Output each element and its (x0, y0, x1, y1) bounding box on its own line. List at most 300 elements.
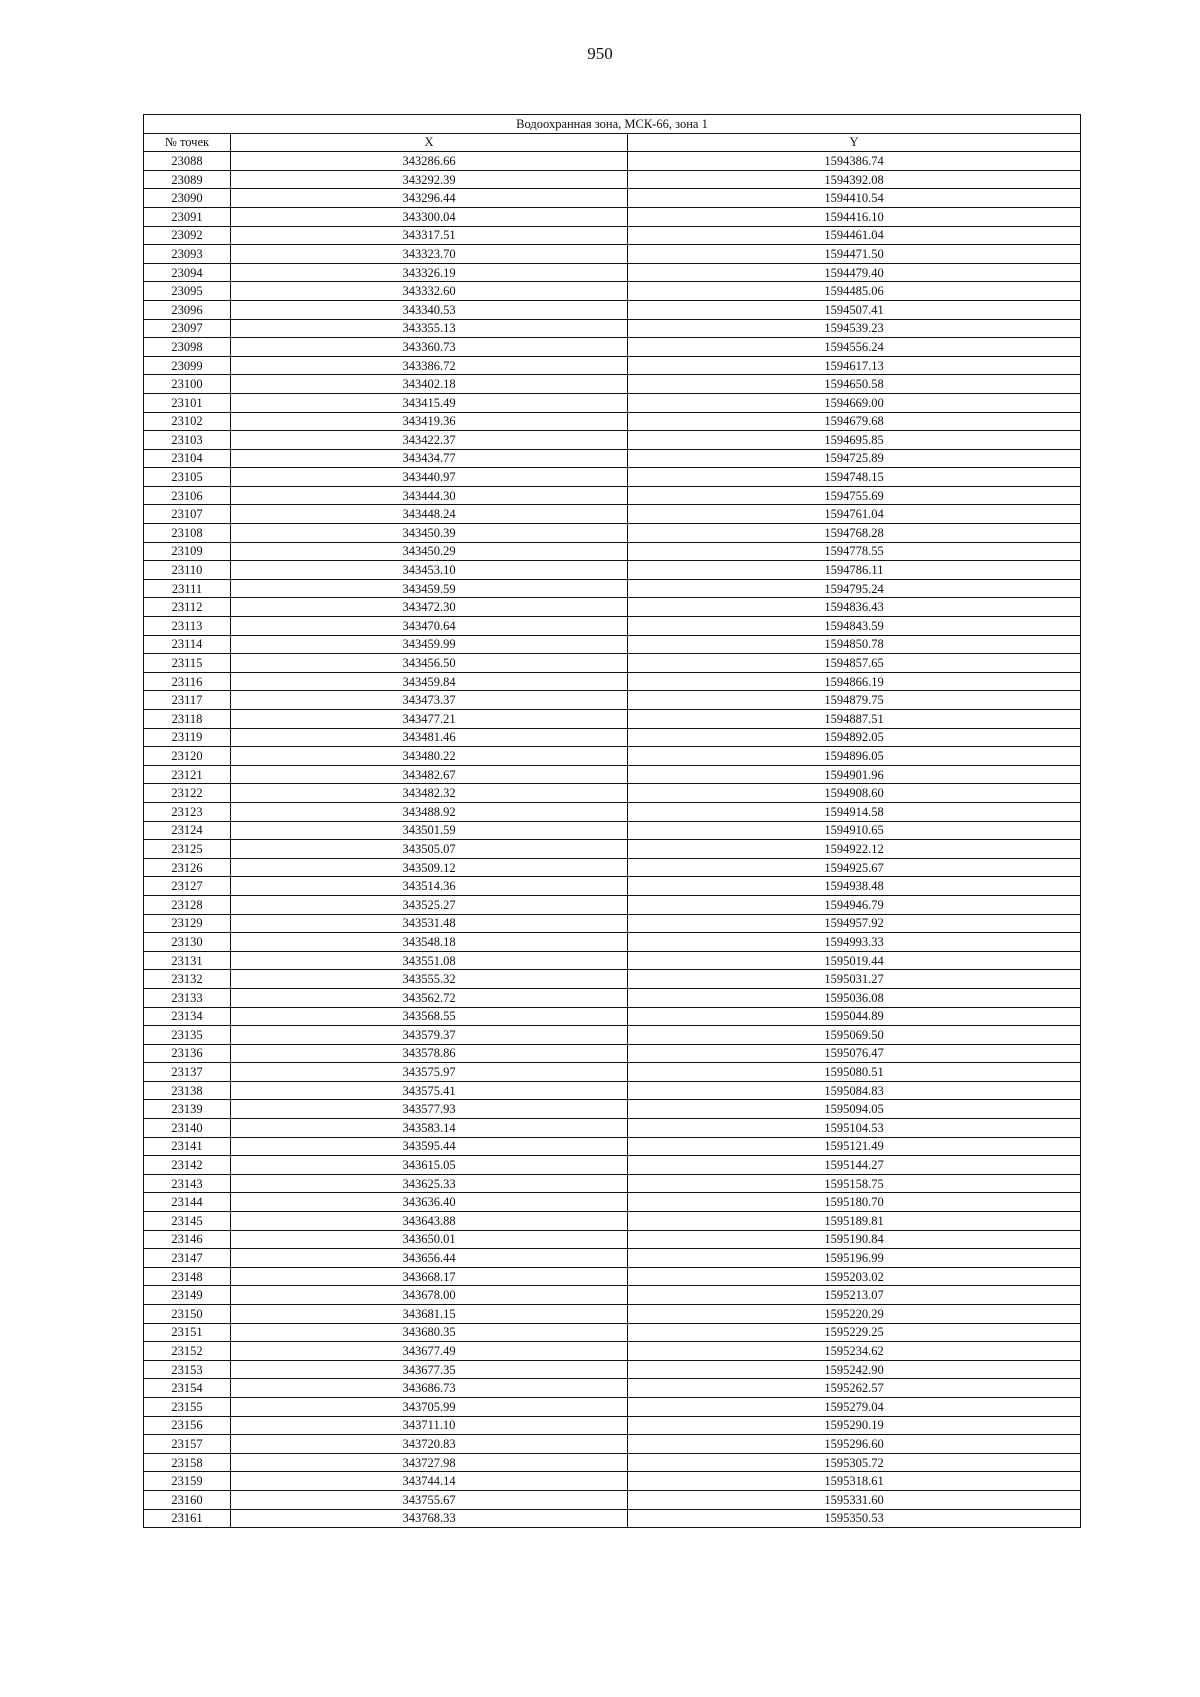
table-row (144, 207, 1081, 226)
x-cell: 343296.44 (231, 189, 628, 208)
x-cell: 343332.60 (231, 282, 628, 301)
x-cell: 343548.18 (231, 933, 628, 952)
y-cell: 1595084.83 (628, 1081, 1081, 1100)
table-row (144, 970, 1081, 989)
x-cell: 343440.97 (231, 468, 628, 487)
point-number-cell: 23152 (144, 1342, 231, 1361)
y-cell: 1594410.54 (628, 189, 1081, 208)
x-cell: 343323.70 (231, 245, 628, 264)
table-row (144, 319, 1081, 338)
point-number-cell: 23108 (144, 524, 231, 543)
y-cell: 1594914.58 (628, 802, 1081, 821)
y-cell: 1595242.90 (628, 1360, 1081, 1379)
y-cell: 1594695.85 (628, 431, 1081, 450)
x-cell: 343453.10 (231, 561, 628, 580)
y-cell: 1594957.92 (628, 914, 1081, 933)
y-cell: 1595121.49 (628, 1137, 1081, 1156)
y-cell: 1594416.10 (628, 207, 1081, 226)
header-point-number: № точек (144, 133, 231, 152)
y-cell: 1595290.19 (628, 1416, 1081, 1435)
x-cell: 343678.00 (231, 1286, 628, 1305)
point-number-cell: 23138 (144, 1081, 231, 1100)
y-cell: 1594850.78 (628, 635, 1081, 654)
y-cell: 1595180.70 (628, 1193, 1081, 1212)
table-row (144, 189, 1081, 208)
point-number-cell: 23099 (144, 356, 231, 375)
table-row (144, 1156, 1081, 1175)
table-row (144, 1100, 1081, 1119)
table-row (144, 1342, 1081, 1361)
table-row (144, 282, 1081, 301)
y-cell: 1594925.67 (628, 858, 1081, 877)
y-cell: 1595158.75 (628, 1174, 1081, 1193)
y-cell: 1594761.04 (628, 505, 1081, 524)
point-number-cell: 23092 (144, 226, 231, 245)
point-number-cell: 23111 (144, 579, 231, 598)
table-row (144, 505, 1081, 524)
x-cell: 343450.29 (231, 542, 628, 561)
table-row (144, 672, 1081, 691)
point-number-cell: 23135 (144, 1026, 231, 1045)
point-number-cell: 23091 (144, 207, 231, 226)
y-cell: 1595044.89 (628, 1007, 1081, 1026)
y-cell: 1595279.04 (628, 1397, 1081, 1416)
x-cell: 343326.19 (231, 263, 628, 282)
point-number-cell: 23148 (144, 1267, 231, 1286)
x-cell: 343583.14 (231, 1119, 628, 1138)
y-cell: 1595104.53 (628, 1119, 1081, 1138)
point-number-cell: 23097 (144, 319, 231, 338)
table-row (144, 1323, 1081, 1342)
y-cell: 1594901.96 (628, 765, 1081, 784)
x-cell: 343482.32 (231, 784, 628, 803)
point-number-cell: 23151 (144, 1323, 231, 1342)
x-cell: 343459.59 (231, 579, 628, 598)
x-cell: 343677.49 (231, 1342, 628, 1361)
table-header-row (144, 133, 1081, 152)
point-number-cell: 23137 (144, 1063, 231, 1082)
table-row (144, 468, 1081, 487)
table-row (144, 821, 1081, 840)
y-cell: 1594843.59 (628, 617, 1081, 636)
x-cell: 343568.55 (231, 1007, 628, 1026)
point-number-cell: 23100 (144, 375, 231, 394)
x-cell: 343317.51 (231, 226, 628, 245)
table-row (144, 449, 1081, 468)
x-cell: 343680.35 (231, 1323, 628, 1342)
x-cell: 343744.14 (231, 1472, 628, 1491)
table-title: Водоохранная зона, МСК-66, зона 1 (144, 115, 1081, 134)
x-cell: 343415.49 (231, 393, 628, 412)
x-cell: 343656.44 (231, 1249, 628, 1268)
y-cell: 1595229.25 (628, 1323, 1081, 1342)
table-row (144, 598, 1081, 617)
x-cell: 343472.30 (231, 598, 628, 617)
point-number-cell: 23096 (144, 300, 231, 319)
y-cell: 1594471.50 (628, 245, 1081, 264)
y-cell: 1595305.72 (628, 1453, 1081, 1472)
point-number-cell: 23117 (144, 691, 231, 710)
y-cell: 1594748.15 (628, 468, 1081, 487)
y-cell: 1595189.81 (628, 1212, 1081, 1231)
y-cell: 1595203.02 (628, 1267, 1081, 1286)
x-cell: 343340.53 (231, 300, 628, 319)
x-cell: 343459.99 (231, 635, 628, 654)
table-row (144, 1193, 1081, 1212)
point-number-cell: 23131 (144, 951, 231, 970)
point-number-cell: 23122 (144, 784, 231, 803)
y-cell: 1594836.43 (628, 598, 1081, 617)
x-cell: 343470.64 (231, 617, 628, 636)
x-cell: 343625.33 (231, 1174, 628, 1193)
point-number-cell: 23134 (144, 1007, 231, 1026)
x-cell: 343386.72 (231, 356, 628, 375)
point-number-cell: 23121 (144, 765, 231, 784)
point-number-cell: 23126 (144, 858, 231, 877)
point-number-cell: 23161 (144, 1509, 231, 1528)
point-number-cell: 23109 (144, 542, 231, 561)
table-row (144, 802, 1081, 821)
y-cell: 1594556.24 (628, 338, 1081, 357)
coordinates-table (143, 114, 1081, 1528)
y-cell: 1595031.27 (628, 970, 1081, 989)
table-row (144, 226, 1081, 245)
x-cell: 343768.33 (231, 1509, 628, 1528)
y-cell: 1594485.06 (628, 282, 1081, 301)
x-cell: 343459.84 (231, 672, 628, 691)
x-cell: 343677.35 (231, 1360, 628, 1379)
point-number-cell: 23110 (144, 561, 231, 580)
y-cell: 1595262.57 (628, 1379, 1081, 1398)
point-number-cell: 23141 (144, 1137, 231, 1156)
point-number-cell: 23136 (144, 1044, 231, 1063)
table-row (144, 895, 1081, 914)
point-number-cell: 23090 (144, 189, 231, 208)
point-number-cell: 23089 (144, 170, 231, 189)
table-row (144, 1119, 1081, 1138)
point-number-cell: 23115 (144, 654, 231, 673)
point-number-cell: 23129 (144, 914, 231, 933)
y-cell: 1594993.33 (628, 933, 1081, 952)
y-cell: 1595234.62 (628, 1342, 1081, 1361)
x-cell: 343579.37 (231, 1026, 628, 1045)
y-cell: 1594479.40 (628, 263, 1081, 282)
table-row (144, 1137, 1081, 1156)
point-number-cell: 23088 (144, 152, 231, 171)
x-cell: 343705.99 (231, 1397, 628, 1416)
y-cell: 1594768.28 (628, 524, 1081, 543)
x-cell: 343531.48 (231, 914, 628, 933)
point-number-cell: 23095 (144, 282, 231, 301)
point-number-cell: 23132 (144, 970, 231, 989)
x-cell: 343636.40 (231, 1193, 628, 1212)
table-row (144, 1416, 1081, 1435)
point-number-cell: 23119 (144, 728, 231, 747)
table-row (144, 1063, 1081, 1082)
x-cell: 343481.46 (231, 728, 628, 747)
table-row (144, 1453, 1081, 1472)
point-number-cell: 23145 (144, 1212, 231, 1231)
y-cell: 1594617.13 (628, 356, 1081, 375)
x-cell: 343360.73 (231, 338, 628, 357)
point-number-cell: 23146 (144, 1230, 231, 1249)
table-row (144, 691, 1081, 710)
y-cell: 1594922.12 (628, 840, 1081, 859)
x-cell: 343595.44 (231, 1137, 628, 1156)
x-cell: 343355.13 (231, 319, 628, 338)
table-row (144, 170, 1081, 189)
x-cell: 343525.27 (231, 895, 628, 914)
y-cell: 1595036.08 (628, 988, 1081, 1007)
table-row (144, 542, 1081, 561)
point-number-cell: 23118 (144, 710, 231, 729)
y-cell: 1595076.47 (628, 1044, 1081, 1063)
x-cell: 343444.30 (231, 486, 628, 505)
table-row (144, 1044, 1081, 1063)
table-row (144, 1305, 1081, 1324)
point-number-cell: 23120 (144, 747, 231, 766)
header-y: Y (628, 133, 1081, 152)
table-row (144, 1267, 1081, 1286)
y-cell: 1594386.74 (628, 152, 1081, 171)
point-number-cell: 23150 (144, 1305, 231, 1324)
point-number-cell: 23147 (144, 1249, 231, 1268)
point-number-cell: 23123 (144, 802, 231, 821)
y-cell: 1595350.53 (628, 1509, 1081, 1528)
point-number-cell: 23113 (144, 617, 231, 636)
point-number-cell: 23142 (144, 1156, 231, 1175)
point-number-cell: 23139 (144, 1100, 231, 1119)
x-cell: 343681.15 (231, 1305, 628, 1324)
y-cell: 1594857.65 (628, 654, 1081, 673)
y-cell: 1595220.29 (628, 1305, 1081, 1324)
y-cell: 1594946.79 (628, 895, 1081, 914)
x-cell: 343477.21 (231, 710, 628, 729)
point-number-cell: 23144 (144, 1193, 231, 1212)
point-number-cell: 23143 (144, 1174, 231, 1193)
y-cell: 1594786.11 (628, 561, 1081, 580)
point-number-cell: 23156 (144, 1416, 231, 1435)
x-cell: 343575.97 (231, 1063, 628, 1082)
point-number-cell: 23140 (144, 1119, 231, 1138)
x-cell: 343577.93 (231, 1100, 628, 1119)
x-cell: 343448.24 (231, 505, 628, 524)
x-cell: 343643.88 (231, 1212, 628, 1231)
x-cell: 343615.05 (231, 1156, 628, 1175)
y-cell: 1595190.84 (628, 1230, 1081, 1249)
y-cell: 1595069.50 (628, 1026, 1081, 1045)
table-row (144, 1007, 1081, 1026)
x-cell: 343514.36 (231, 877, 628, 896)
y-cell: 1594887.51 (628, 710, 1081, 729)
y-cell: 1595296.60 (628, 1435, 1081, 1454)
table-row (144, 245, 1081, 264)
x-cell: 343555.32 (231, 970, 628, 989)
point-number-cell: 23159 (144, 1472, 231, 1491)
point-number-cell: 23124 (144, 821, 231, 840)
table-row (144, 617, 1081, 636)
table-row (144, 877, 1081, 896)
table-row (144, 784, 1081, 803)
table-row (144, 1397, 1081, 1416)
table-row (144, 561, 1081, 580)
table-row (144, 524, 1081, 543)
point-number-cell: 23153 (144, 1360, 231, 1379)
x-cell: 343300.04 (231, 207, 628, 226)
table-row (144, 412, 1081, 431)
table-row (144, 635, 1081, 654)
table-row (144, 1212, 1081, 1231)
table-row (144, 375, 1081, 394)
table-row (144, 431, 1081, 450)
y-cell: 1594795.24 (628, 579, 1081, 598)
y-cell: 1594755.69 (628, 486, 1081, 505)
y-cell: 1594725.89 (628, 449, 1081, 468)
y-cell: 1595213.07 (628, 1286, 1081, 1305)
point-number-cell: 23133 (144, 988, 231, 1007)
y-cell: 1594910.65 (628, 821, 1081, 840)
table-row (144, 765, 1081, 784)
x-cell: 343434.77 (231, 449, 628, 468)
table-row (144, 840, 1081, 859)
point-number-cell: 23157 (144, 1435, 231, 1454)
table-body (144, 152, 1081, 1528)
x-cell: 343402.18 (231, 375, 628, 394)
y-cell: 1594679.68 (628, 412, 1081, 431)
y-cell: 1595318.61 (628, 1472, 1081, 1491)
point-number-cell: 23093 (144, 245, 231, 264)
table-row (144, 393, 1081, 412)
point-number-cell: 23154 (144, 1379, 231, 1398)
point-number-cell: 23128 (144, 895, 231, 914)
y-cell: 1594778.55 (628, 542, 1081, 561)
table-row (144, 1509, 1081, 1528)
table-row (144, 1174, 1081, 1193)
point-number-cell: 23103 (144, 431, 231, 450)
x-cell: 343575.41 (231, 1081, 628, 1100)
point-number-cell: 23102 (144, 412, 231, 431)
table-row (144, 1026, 1081, 1045)
point-number-cell: 23104 (144, 449, 231, 468)
y-cell: 1594507.41 (628, 300, 1081, 319)
table-row (144, 579, 1081, 598)
y-cell: 1595019.44 (628, 951, 1081, 970)
x-cell: 343650.01 (231, 1230, 628, 1249)
y-cell: 1594879.75 (628, 691, 1081, 710)
point-number-cell: 23127 (144, 877, 231, 896)
y-cell: 1595196.99 (628, 1249, 1081, 1268)
x-cell: 343482.67 (231, 765, 628, 784)
y-cell: 1594892.05 (628, 728, 1081, 747)
table-row (144, 654, 1081, 673)
table-row (144, 710, 1081, 729)
table-row (144, 300, 1081, 319)
point-number-cell: 23105 (144, 468, 231, 487)
table-row (144, 1230, 1081, 1249)
y-cell: 1595094.05 (628, 1100, 1081, 1119)
y-cell: 1594669.00 (628, 393, 1081, 412)
point-number-cell: 23149 (144, 1286, 231, 1305)
x-cell: 343720.83 (231, 1435, 628, 1454)
x-cell: 343711.10 (231, 1416, 628, 1435)
table-row (144, 1379, 1081, 1398)
table-row (144, 1249, 1081, 1268)
x-cell: 343286.66 (231, 152, 628, 171)
table-row (144, 152, 1081, 171)
x-cell: 343509.12 (231, 858, 628, 877)
point-number-cell: 23114 (144, 635, 231, 654)
point-number-cell: 23125 (144, 840, 231, 859)
x-cell: 343562.72 (231, 988, 628, 1007)
table-row (144, 1360, 1081, 1379)
x-cell: 343473.37 (231, 691, 628, 710)
table-row (144, 933, 1081, 952)
y-cell: 1594461.04 (628, 226, 1081, 245)
x-cell: 343551.08 (231, 951, 628, 970)
y-cell: 1594938.48 (628, 877, 1081, 896)
point-number-cell: 23160 (144, 1490, 231, 1509)
table-row (144, 1490, 1081, 1509)
x-cell: 343450.39 (231, 524, 628, 543)
table-row (144, 728, 1081, 747)
header-x: X (231, 133, 628, 152)
point-number-cell: 23116 (144, 672, 231, 691)
table-row (144, 1435, 1081, 1454)
table-row (144, 951, 1081, 970)
x-cell: 343505.07 (231, 840, 628, 859)
point-number-cell: 23130 (144, 933, 231, 952)
table-title-row (144, 115, 1081, 134)
x-cell: 343480.22 (231, 747, 628, 766)
table-row (144, 747, 1081, 766)
x-cell: 343419.36 (231, 412, 628, 431)
table-row (144, 1081, 1081, 1100)
point-number-cell: 23112 (144, 598, 231, 617)
table-row (144, 338, 1081, 357)
table-row (144, 263, 1081, 282)
x-cell: 343422.37 (231, 431, 628, 450)
table-row (144, 356, 1081, 375)
y-cell: 1595144.27 (628, 1156, 1081, 1175)
table-row (144, 914, 1081, 933)
table-row (144, 1472, 1081, 1491)
x-cell: 343456.50 (231, 654, 628, 673)
y-cell: 1594866.19 (628, 672, 1081, 691)
point-number-cell: 23094 (144, 263, 231, 282)
x-cell: 343668.17 (231, 1267, 628, 1286)
table-row (144, 1286, 1081, 1305)
x-cell: 343292.39 (231, 170, 628, 189)
x-cell: 343686.73 (231, 1379, 628, 1398)
y-cell: 1594908.60 (628, 784, 1081, 803)
point-number-cell: 23155 (144, 1397, 231, 1416)
y-cell: 1594896.05 (628, 747, 1081, 766)
table-row (144, 988, 1081, 1007)
y-cell: 1594392.08 (628, 170, 1081, 189)
x-cell: 343501.59 (231, 821, 628, 840)
point-number-cell: 23107 (144, 505, 231, 524)
y-cell: 1594539.23 (628, 319, 1081, 338)
x-cell: 343727.98 (231, 1453, 628, 1472)
x-cell: 343578.86 (231, 1044, 628, 1063)
x-cell: 343755.67 (231, 1490, 628, 1509)
y-cell: 1595331.60 (628, 1490, 1081, 1509)
x-cell: 343488.92 (231, 802, 628, 821)
point-number-cell: 23106 (144, 486, 231, 505)
table-row (144, 858, 1081, 877)
point-number-cell: 23101 (144, 393, 231, 412)
point-number-cell: 23158 (144, 1453, 231, 1472)
